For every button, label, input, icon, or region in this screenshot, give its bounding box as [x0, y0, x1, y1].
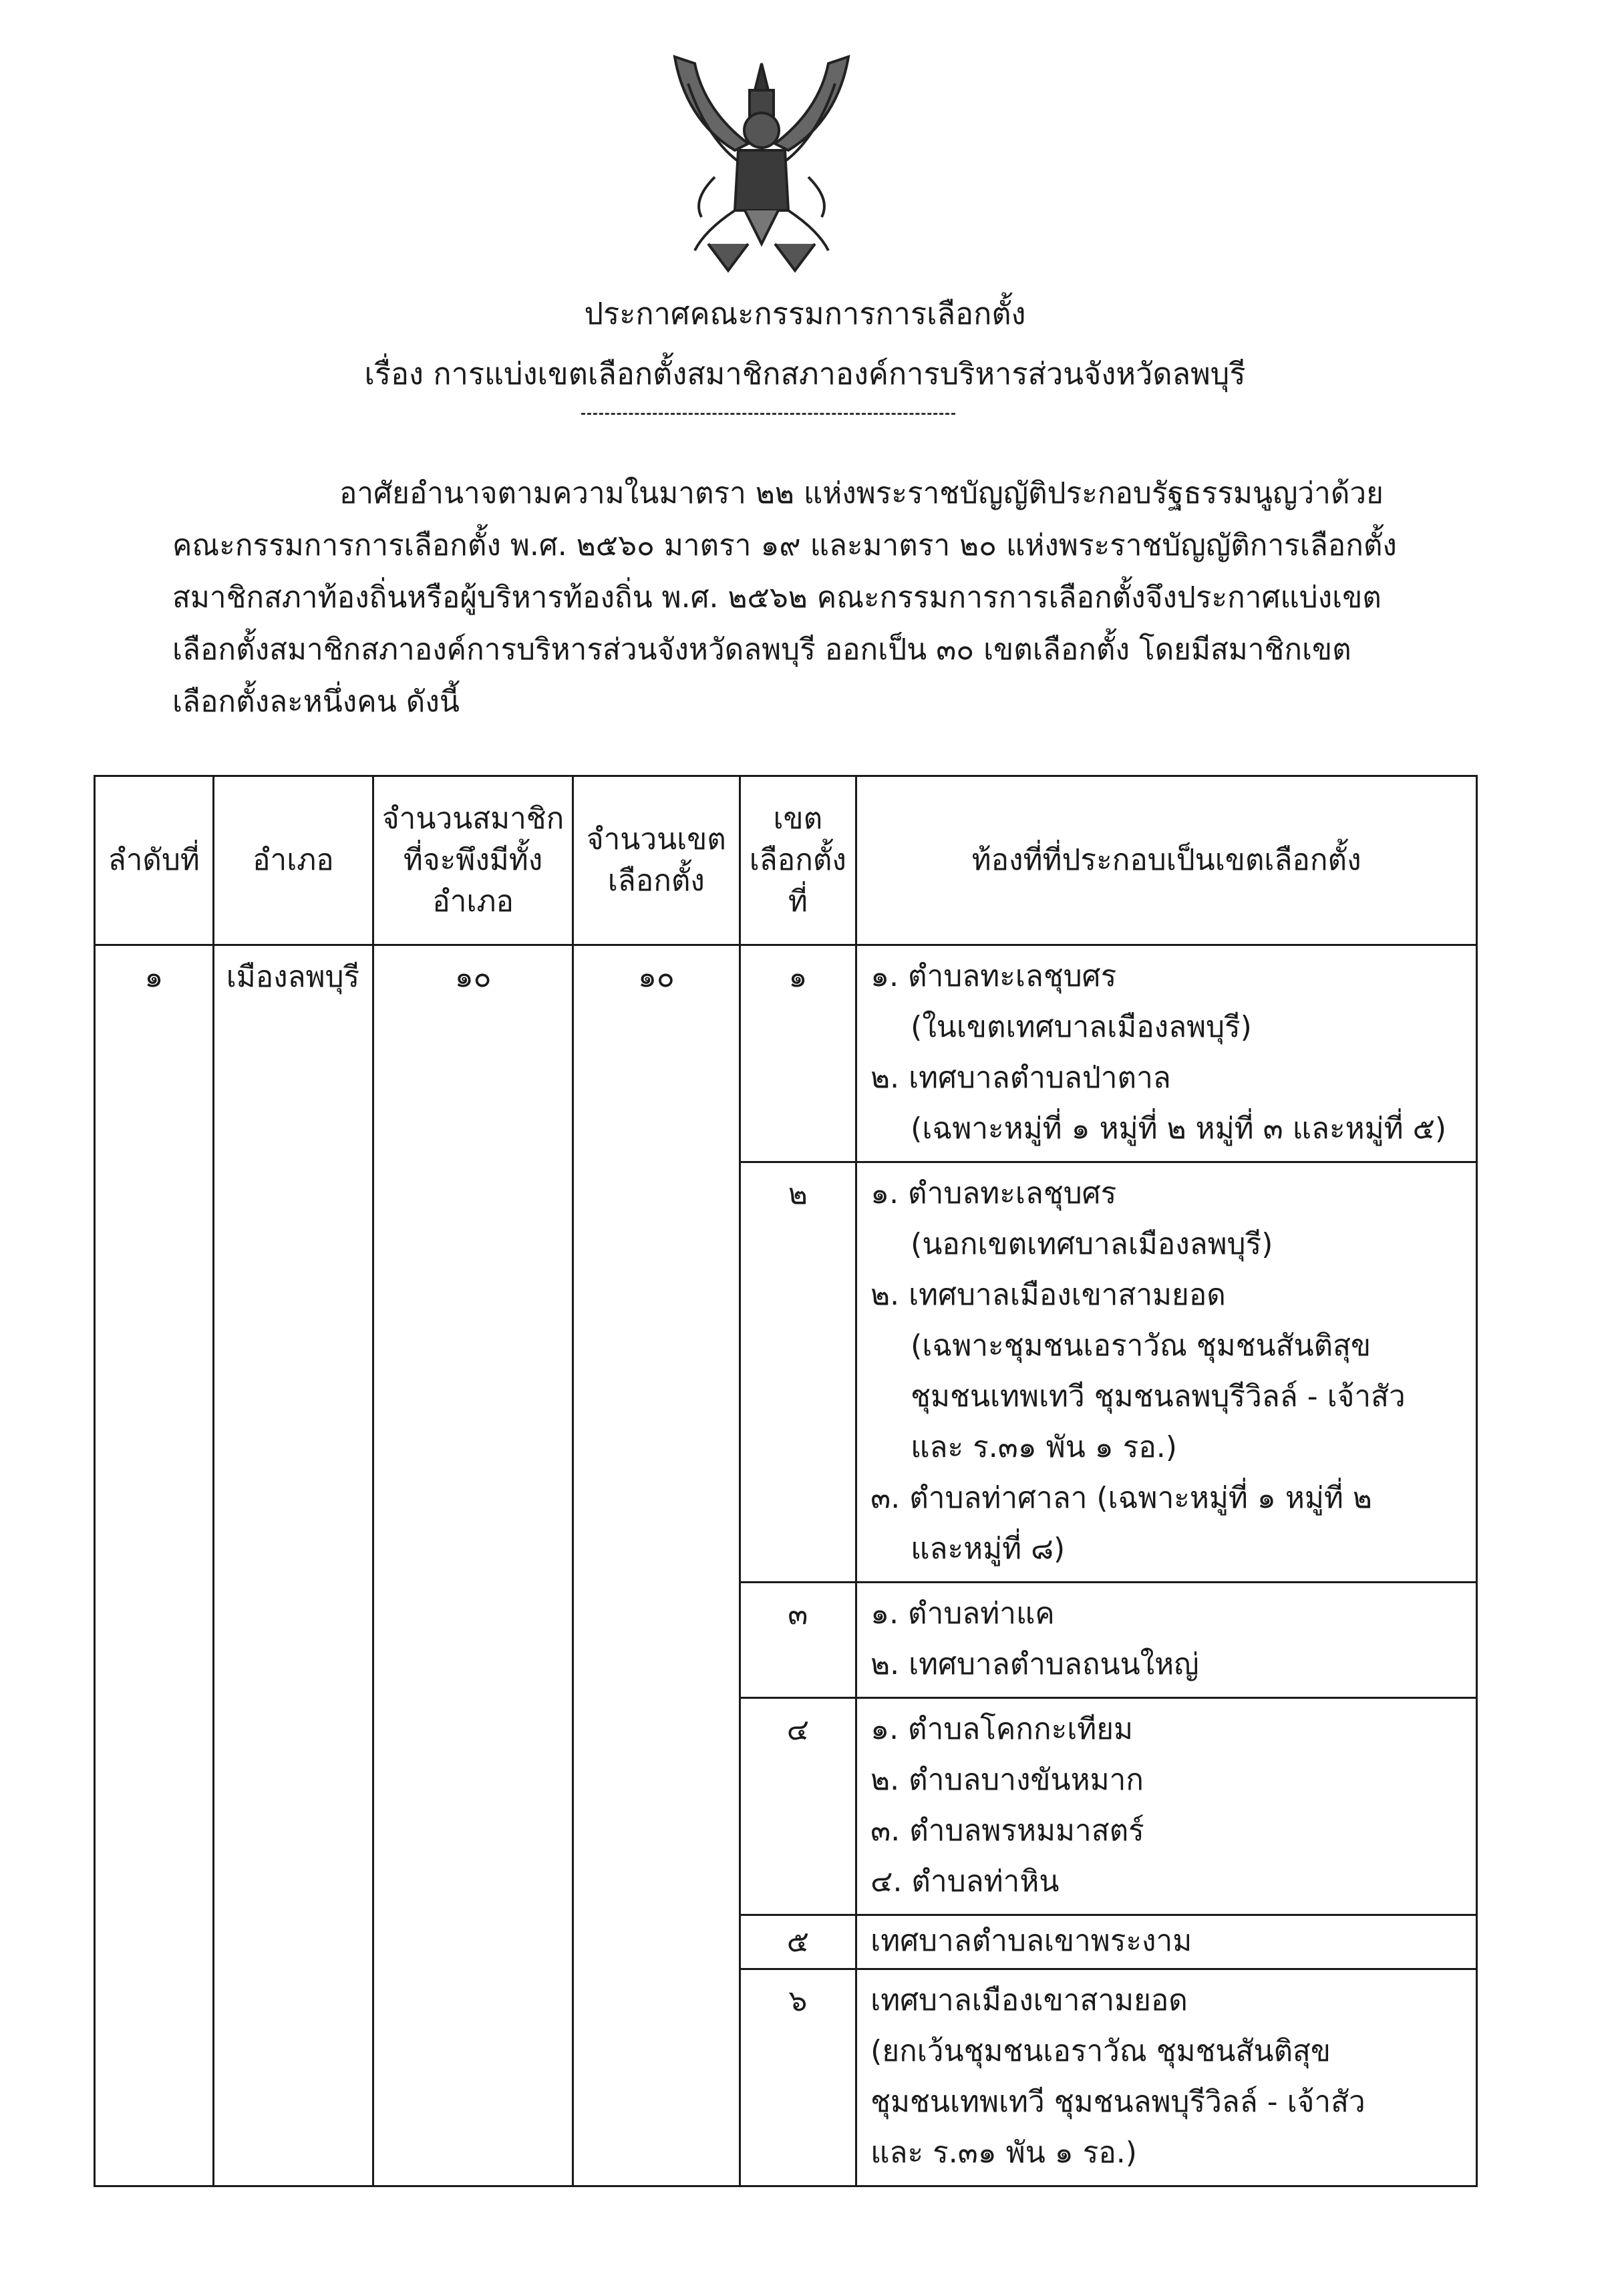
- cell-zone-number: ๒: [740, 1162, 856, 1583]
- cell-zone-number: ๖: [740, 1969, 856, 2186]
- electoral-zones-table: [94, 775, 1478, 2187]
- garuda-emblem-icon: [655, 43, 868, 284]
- table-header-row: [95, 776, 1477, 945]
- cell-zone-number: ๑: [740, 945, 856, 1162]
- preamble-line: เลือกตั้งสมาชิกสภาองค์การบริหารส่วนจังหวัดลพบุรี ออกเป็น ๓๐ เขตเลือกตั้ง โดยมีสมาชิกเขต: [172, 633, 1351, 667]
- cell-zone-area: ๑. ตำบลท่าแค ๒. เทศบาลตำบลถนนใหญ่: [856, 1583, 1477, 1698]
- title-divider: [581, 413, 955, 415]
- preamble-line: เลือกตั้งละหนึ่งคน ดังนี้: [172, 685, 460, 719]
- cell-zone-area: ๑. ตำบลทะเลชุบศร (ในเขตเทศบาลเมืองลพบุรี) ๒. เทศบาลตำบลป่าตาล (เฉพาะหมู่ที่ ๑ หมู่ที่ ๒ หมู่ที่ ๓ และหมู่ที่ ๕): [856, 945, 1477, 1162]
- table-row: [95, 945, 1477, 1162]
- header-order: ลำดับที่: [95, 776, 214, 945]
- cell-zone-area: เทศบาลเมืองเขาสามยอด (ยกเว้นชุมชนเอราวัณ ชุมชนสันติสุข ชุมชนเทพเทวี ชุมชนลพบุรีวิลล์ - เจ้าสัว และ ร.๓๑ พัน ๑ รอ.): [856, 1969, 1477, 2186]
- cell-district: เมืองลพบุรี: [213, 945, 373, 2186]
- announcement-title: ประกาศคณะกรรมการการเลือกตั้ง: [584, 296, 1026, 331]
- preamble-line: สมาชิกสภาท้องถิ่นหรือผู้บริหารท้องถิ่น พ.ศ. ๒๕๖๒ คณะกรรมการการเลือกตั้งจึงประกาศแบ่งเขต: [172, 581, 1382, 615]
- announcement-subject: เรื่อง การแบ่งเขตเลือกตั้งสมาชิกสภาองค์การบริหารส่วนจังหวัดลพบุรี: [364, 356, 1246, 391]
- cell-zone-area: เทศบาลตำบลเขาพระงาม: [856, 1915, 1477, 1969]
- header-area: ท้องที่ที่ประกอบเป็นเขตเลือกตั้ง: [856, 776, 1477, 945]
- cell-zone-count: ๑๐: [573, 945, 740, 2186]
- cell-members: ๑๐: [373, 945, 573, 2186]
- cell-zone-number: ๓: [740, 1583, 856, 1698]
- cell-zone-number: ๕: [740, 1915, 856, 1969]
- cell-order: ๑: [95, 945, 214, 2186]
- cell-zone-area: ๑. ตำบลโคกกะเทียม ๒. ตำบลบางขันหมาก ๓. ตำบลพรหมมาสตร์ ๔. ตำบลท่าหิน: [856, 1698, 1477, 1915]
- preamble-line: อาศัยอำนาจตามความในมาตรา ๒๒ แห่งพระราชบัญญัติประกอบรัฐธรรมนูญว่าด้วย: [339, 476, 1384, 510]
- preamble-paragraph: [172, 468, 1397, 728]
- header-district: อำเภอ: [213, 776, 373, 945]
- preamble-line: คณะกรรมการการเลือกตั้ง พ.ศ. ๒๕๖๐ มาตรา ๑๙ และมาตรา ๒๐ แห่งพระราชบัญญัติการเลือกตั้ง: [172, 528, 1397, 562]
- header-zone-count: จำนวนเขต เลือกตั้ง: [573, 776, 740, 945]
- cell-zone-area: ๑. ตำบลทะเลชุบศร (นอกเขตเทศบาลเมืองลพบุรี) ๒. เทศบาลเมืองเขาสามยอด (เฉพาะชุมชนเอราวัณ ชุมชนสันติสุข ชุมชนเทพเทวี ชุมชนลพบุรีวิลล์ - เจ้าสัว และ ร.๓๑ พัน ๑ รอ.) ๓. ตำบลท่าศาลา (เฉพาะหมู่ที่ ๑ หมู่ที่ ๒ และหมู่ที่ ๘): [856, 1162, 1477, 1583]
- header-zone-number: เขต เลือกตั้ง ที่: [740, 776, 856, 945]
- cell-zone-number: ๔: [740, 1698, 856, 1915]
- header-members: จำนวนสมาชิก ที่จะพึงมีทั้ง อำเภอ: [373, 776, 573, 945]
